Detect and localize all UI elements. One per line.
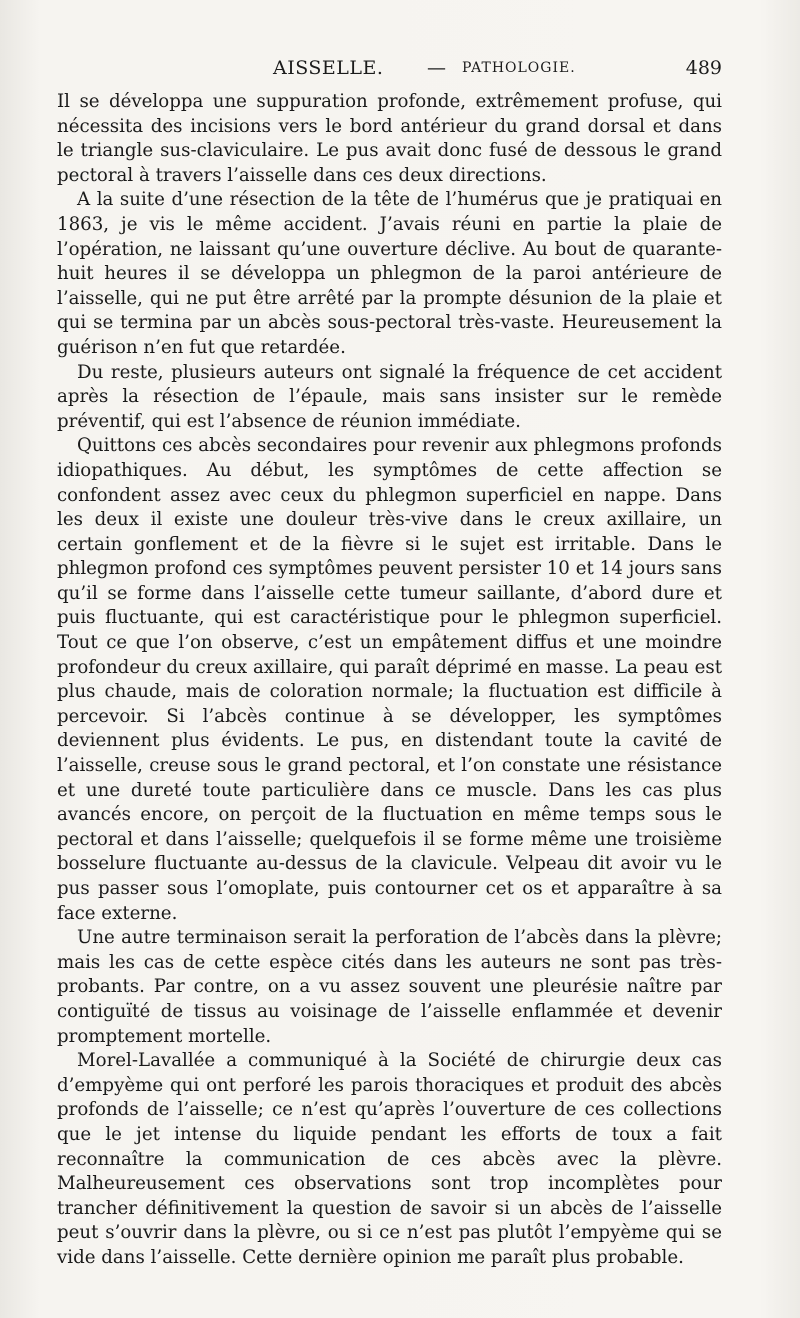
page-number: 489 bbox=[685, 57, 722, 79]
running-head-title: AISSELLE. bbox=[273, 57, 384, 79]
running-head-separator: — bbox=[427, 57, 446, 79]
paragraph-1: Il se développa une suppuration profonde, extrêmement profuse, qui nécessita des incisions vers le bord antérieur du grand dorsal et dans le triangle sus-claviculaire. Le pus avait donc fusé de dessous le grand pectoral à travers l’aisselle dans ces deux directions. bbox=[57, 91, 722, 186]
running-head-subtitle: PATHOLOGIE. bbox=[462, 60, 576, 76]
paragraph-3: Du reste, plusieurs auteurs ont signalé la fréquence de cet accident après la résection de l’épaule, mais sans insister sur le remède préventif, qui est l’absence de réunion immédiate. bbox=[57, 361, 722, 432]
paragraph-5: Une autre terminaison serait la perforation de l’abcès dans la plèvre; mais les cas de cette espèce cités dans les auteurs ne sont pas très-probants. Par contre, on a vu assez souvent une pleurésie naître par contiguïté de tissus au voisinage de l’aisselle enflammée et devenir promptement mortelle. bbox=[57, 927, 722, 1047]
paragraph-6: Morel-Lavallée a communiqué à la Société de chirurgie deux cas d’empyème qui ont perforé les parois thoraciques et produit des abcès profonds de l’aisselle; ce n’est qu’après l’ouverture de ces collections que le jet intense du liquide pendant les efforts de toux a fait reconnaître la communication de ces abcès avec la plèvre. Malheureusement ces observations sont trop incomplètes pour trancher définitivement la question de savoir si un abcès de l’aisselle peut s’ouvrir dans la plèvre, ou si ce n’est pas plutôt l’empyème qui se vide dans l’aisselle. Cette dernière opinion me paraît plus probable. bbox=[57, 1050, 722, 1268]
paragraph-2: A la suite d’une résection de la tête de l’humérus que je pratiquai en 1863, je vis le même accident. J’avais réuni en partie la plaie de l’opération, ne laissant qu’une ouverture déclive. Au bout de quarante-huit heures il se développa un phlegmon de la paroi antérieure de l’aisselle, qui ne put être arrêté par la prompte désunion de la plaie et qui se termina par un abcès sous-pectoral très-vaste. Heureusement la guérison n’en fut que retardée. bbox=[57, 189, 722, 358]
body-text bbox=[57, 90, 722, 1271]
running-head bbox=[57, 57, 722, 83]
paragraph-4: Quittons ces abcès secondaires pour revenir aux phlegmons profonds idiopathiques. Au début, les symptômes de cette affection se confondent assez avec ceux du phlegmon superficiel en nappe. Dans les deux il existe une douleur très-vive dans le creux axillaire, un certain gonflement et de la fièvre si le sujet est irritable. Dans le phlegmon profond ces symptômes peuvent persister 10 et 14 jours sans qu’il se forme dans l’aisselle cette tumeur saillante, d’abord dure et puis fluctuante, qui est caractéristique pour le phlegmon superficiel. Tout ce que l’on observe, c’est un empâtement diffus et une moindre profondeur du creux axillaire, qui paraît déprimé en masse. La peau est plus chaude, mais de coloration normale; la fluctuation est difficile à percevoir. Si l’abcès continue à se développer, les symptômes deviennent plus évidents. Le pus, en distendant toute la cavité de l’aisselle, creuse sous le grand pectoral, et l’on constate une résistance et une dureté toute particulière dans ce muscle. Dans les cas plus avancés encore, on perçoit de la fluctuation en même temps sous le pectoral et dans l’aisselle; quelquefois il se forme même une troisième bosselure fluctuante au-dessus de la clavicule. Velpeau dit avoir vu le pus passer sous l’omoplate, puis contourner cet os et apparaître à sa face externe. bbox=[57, 435, 722, 924]
